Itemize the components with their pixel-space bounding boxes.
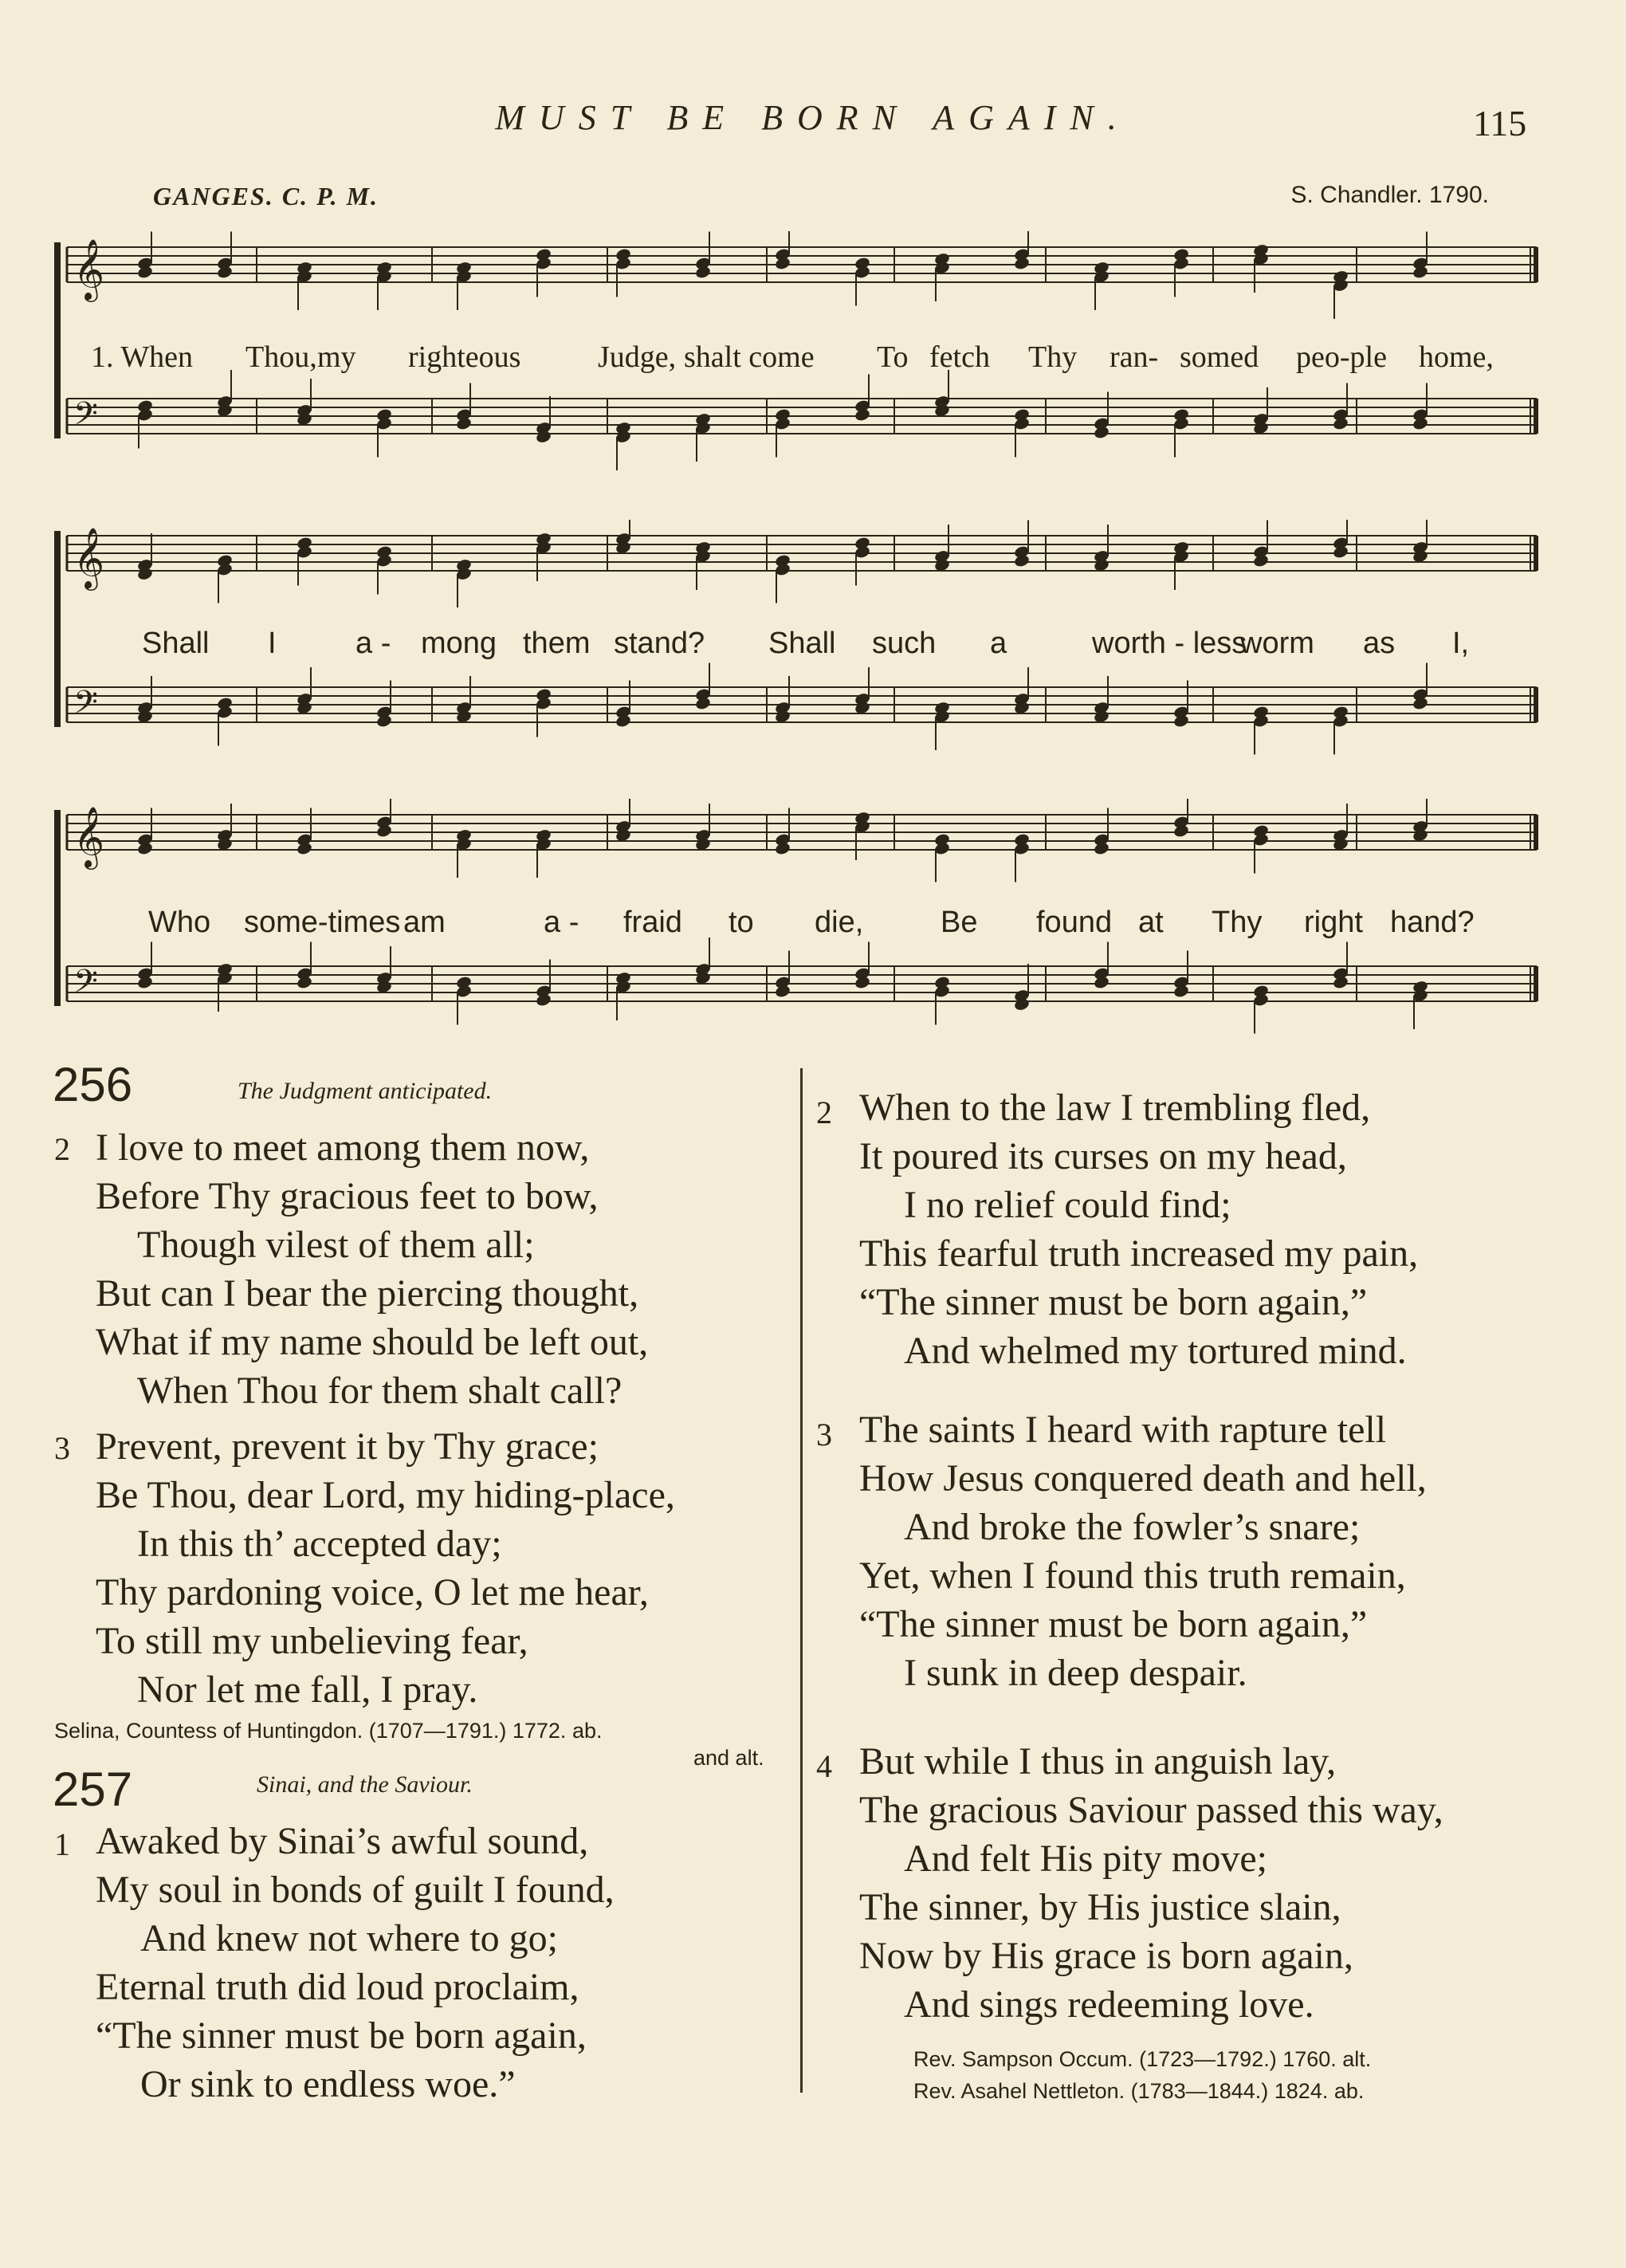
verse-line: Awaked by Sinai’s awful sound,	[96, 1820, 589, 1862]
verse-line: “The sinner must be born again,	[96, 2014, 587, 2057]
lyric-syllable: at	[1138, 906, 1164, 939]
lyric-syllable: fraid	[623, 906, 682, 939]
lyric-syllable: fetch	[929, 340, 990, 374]
verse-line: Yet, when I found this truth remain,	[859, 1555, 1406, 1597]
lyric-syllable: righteous	[408, 340, 521, 374]
verse-line: Though vilest of them all;	[137, 1224, 535, 1266]
verse-line: Nor let me fall, I pray.	[137, 1669, 478, 1711]
verse-line: “The sinner must be born again,”	[859, 1281, 1368, 1323]
verse-line: In this th’ accepted day;	[137, 1523, 502, 1565]
lyric-syllable: Thy	[1028, 340, 1078, 374]
hymn-title-257: Sinai, and the Saviour.	[257, 1771, 473, 1798]
lyric-syllable: Thou,	[245, 340, 317, 374]
tune-composer: S. Chandler. 1790.	[1290, 182, 1489, 208]
verse-number: 4	[816, 1748, 832, 1784]
lyric-syllable: Thy	[1212, 906, 1263, 939]
verse-line: What if my name should be left out,	[96, 1321, 649, 1363]
hymn-257-attribution: Rev. Sampson Occum. (1723—1792.) 1760. alt.	[913, 2047, 1372, 2071]
lyric-syllable: such	[872, 627, 937, 660]
verse-line: I no relief could find;	[904, 1184, 1231, 1226]
lyric-syllable: a -	[544, 906, 579, 939]
lyric-syllable: home,	[1419, 340, 1494, 374]
lyric-syllable: some-times	[244, 906, 401, 939]
verse-line: I sunk in deep despair.	[904, 1652, 1247, 1694]
verse-number: 3	[816, 1417, 832, 1452]
hymn-256-attribution: Selina, Countess of Huntingdon. (1707—1791.) 1772. ab.	[54, 1719, 603, 1743]
svg-text:𝄞: 𝄞	[73, 806, 105, 867]
verse-line: But can I bear the piercing thought,	[96, 1272, 639, 1315]
lyric-syllable: To	[877, 340, 909, 374]
verse-line: When to the law I trembling fled,	[859, 1087, 1371, 1129]
verse-line: It poured its curses on my head,	[859, 1135, 1347, 1177]
column-divider	[800, 1068, 803, 2093]
verse-line: Eternal truth did loud proclaim,	[96, 1966, 579, 2008]
running-title: MUST BE BORN AGAIN.	[495, 98, 1131, 137]
lyric-syllable: 1. When	[91, 340, 194, 374]
verse-line: The sinner, by His justice slain,	[859, 1886, 1341, 1928]
lyric-syllable: to	[729, 906, 754, 939]
lyric-syllable: a -	[355, 627, 391, 660]
verse-line: And whelmed my tortured mind.	[904, 1330, 1407, 1372]
verse-line: And broke the fowler’s snare;	[904, 1506, 1361, 1548]
verse-line: Or sink to endless woe.”	[140, 2063, 516, 2105]
page-number: 115	[1473, 103, 1527, 143]
verse-line: My soul in bonds of guilt I found,	[96, 1869, 615, 1911]
lyric-syllable: Be	[941, 906, 978, 939]
lyric-syllable: I,	[1452, 627, 1470, 660]
verse-line: And sings redeeming love.	[904, 1983, 1314, 2026]
hymn-257-attribution: Rev. Asahel Nettleton. (1783—1844.) 1824. ab.	[913, 2079, 1365, 2103]
verse-line: Thy pardoning voice, O let me hear,	[96, 1571, 649, 1614]
lyric-syllable: peo-ple	[1296, 340, 1387, 374]
verse-line: To still my unbelieving fear,	[96, 1620, 528, 1662]
lyric-syllable: Judge,	[598, 340, 677, 374]
hymn-number-257: 257	[53, 1763, 133, 1816]
lyric-syllable: found	[1036, 906, 1113, 939]
lyric-syllable: a	[990, 627, 1007, 660]
tune-name: GANGES. C. P. M.	[153, 182, 379, 210]
verse-line: The gracious Saviour passed this way,	[859, 1789, 1443, 1831]
lyric-syllable: them	[523, 627, 591, 660]
lyric-syllable: die,	[815, 906, 864, 939]
verse-number: 1	[54, 1826, 70, 1862]
verse-line: The saints I heard with rapture tell	[859, 1409, 1387, 1451]
hymn-number-256: 256	[53, 1058, 133, 1111]
verse-number: 3	[54, 1430, 70, 1466]
svg-text:𝄞: 𝄞	[73, 527, 105, 588]
hymn-256-attribution-note: and alt.	[693, 1746, 764, 1770]
verse-line: Be Thou, dear Lord, my hiding-place,	[96, 1474, 675, 1516]
svg-text:𝄞: 𝄞	[73, 238, 105, 300]
verse-line: Now by His grace is born again,	[859, 1935, 1353, 1977]
verse-line: But while I thus in anguish lay,	[859, 1740, 1337, 1783]
lyric-syllable: worth - less	[1092, 627, 1247, 660]
lyric-syllable: Shall	[142, 627, 210, 660]
lyric-syllable: right	[1304, 906, 1363, 939]
lyric-syllable: ran-	[1110, 340, 1159, 374]
lyric-syllable: stand?	[614, 627, 705, 660]
verse-line: I love to meet among them now,	[96, 1126, 590, 1169]
verse-line: Prevent, prevent it by Thy grace;	[96, 1425, 599, 1468]
svg-text:𝄢: 𝄢	[73, 684, 98, 729]
svg-text:𝄢: 𝄢	[73, 963, 98, 1008]
lyric-syllable: as	[1363, 627, 1396, 660]
verse-line: This fearful truth increased my pain,	[859, 1232, 1419, 1275]
hymn-title-256: The Judgment anticipated.	[238, 1078, 493, 1104]
lyric-syllable: Who	[148, 906, 211, 939]
lyric-syllable: my	[317, 340, 356, 374]
lyric-syllable: hand?	[1390, 906, 1475, 939]
verse-line: And felt His pity move;	[904, 1838, 1267, 1880]
verse-number: 2	[54, 1131, 70, 1167]
verse-line: How Jesus conquered death and hell,	[859, 1457, 1427, 1500]
lyric-syllable: worm	[1240, 627, 1314, 660]
verse-line: When Thou for them shalt call?	[137, 1370, 623, 1412]
lyric-syllable: Shall	[768, 627, 836, 660]
lyric-syllable: am	[403, 906, 446, 939]
lyric-syllable: I	[268, 627, 277, 660]
verse-line: Before Thy gracious feet to bow,	[96, 1175, 599, 1217]
verse-line: And knew not where to go;	[140, 1917, 558, 1959]
lyric-syllable: mong	[421, 627, 497, 660]
lyric-syllable: shalt come	[684, 340, 815, 374]
lyric-syllable: somed	[1180, 340, 1259, 374]
svg-text:𝄢: 𝄢	[73, 395, 98, 440]
verse-line: “The sinner must be born again,”	[859, 1603, 1368, 1645]
verse-number: 2	[816, 1095, 832, 1130]
